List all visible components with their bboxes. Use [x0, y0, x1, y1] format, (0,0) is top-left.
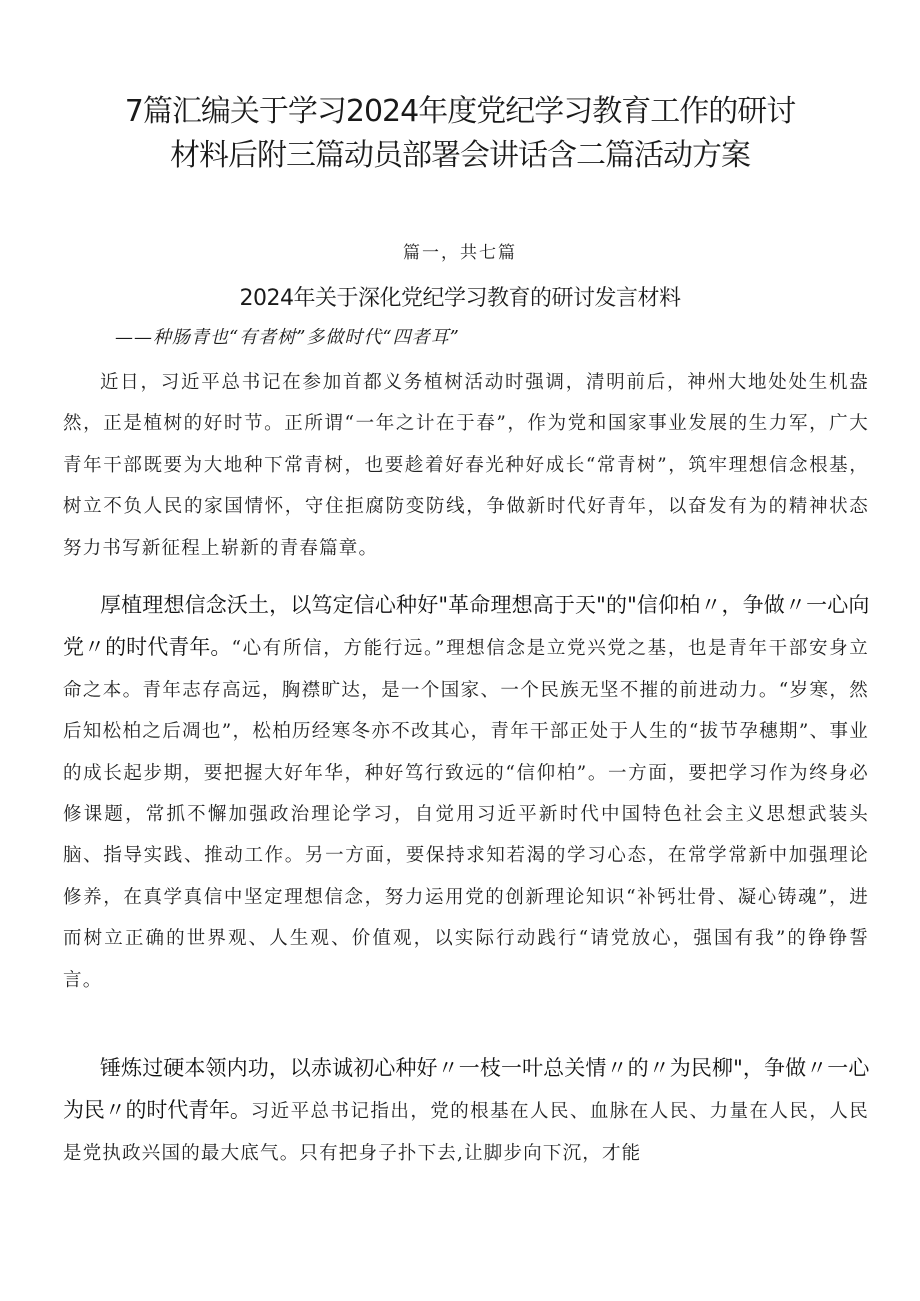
- paragraph-3-body: 习近平总书记指出，党的根基在人民、血脉在人民、力量在人民，人民是党执政兴国的最大底气。只有把身子扑下去,让脚步向下沉，才能: [63, 1101, 869, 1164]
- paragraph-2-body: “心有所信，方能行远。”理想信念是立党兴党之基，也是青年干部安身立命之本。青年志存高远，胸襟旷达，是一个国家、一个民族无坚不摧的前进动力。“岁寒，然后知松柏之后凋也”，松柏历经寒冬亦不改其心，青年干部正处于人生的“拔节孕穗期”、事业的成长起步期，要把握大好年华，种好笃行致远的“信仰柏”。一方面，要把学习作为终身必修课题，常抓不懈加强政治理论学习，自觉用习近平新时代中国特色社会主义思想武装头脑、指导实践、推动工作。另一方面，要保持求知若渴的学习心态，在常学常新中加强理论修养，在真学真信中坚定理想信念，努力运用党的创新理论知识“补钙壮骨、凝心铸魂”，进而树立正确的世界观、人生观、价值观，以实际行动践行“请党放心，强国有我”的铮铮誓言。: [63, 638, 869, 991]
- paragraph-3: [63, 1048, 869, 1174]
- paragraph-2: [63, 585, 869, 1001]
- paragraph-3-lead: 锤炼过硬本领内功，以赤诚初心种好〃一枝一叶总关情〃的〃为民柳"，争做〃一心为民〃的时代青年。: [63, 1056, 869, 1123]
- section-label: 篇一，共七篇: [403, 243, 517, 263]
- document-title-line-1: 7篇汇编关于学习2024年度党纪学习教育工作的研讨: [124, 94, 796, 129]
- document-title-line-2: 材料后附三篇动员部署会讲话含二篇活动方案: [170, 138, 750, 173]
- article-subtitle: ——种肠青也“有者树”多做时代“四者耳”: [115, 327, 460, 348]
- article-title: 2024年关于深化党纪学习教育的研讨发言材料: [239, 286, 681, 311]
- paragraph-1: [63, 362, 869, 569]
- paragraph-1-body: 近日，习近平总书记在参加首都义务植树活动时强调，清明前后，神州大地处处生机盎然，正是植树的好时节。正所谓“一年之计在于春”，作为党和国家事业发展的生力军，广大青年干部既要为大地种下常青树，也要趁着好春光种好成长“常青树”，筑牢理想信念根基，树立不负人民的家国情怀，守住拒腐防变防线，争做新时代好青年，以奋发有为的精神状态努力书写新征程上崭新的青春篇章。: [63, 372, 869, 559]
- paragraph-2-lead: 厚植理想信念沃土，以笃定信心种好"革命理想高于天"的"信仰柏〃，争做〃一心向党〃的时代青年。: [63, 593, 869, 660]
